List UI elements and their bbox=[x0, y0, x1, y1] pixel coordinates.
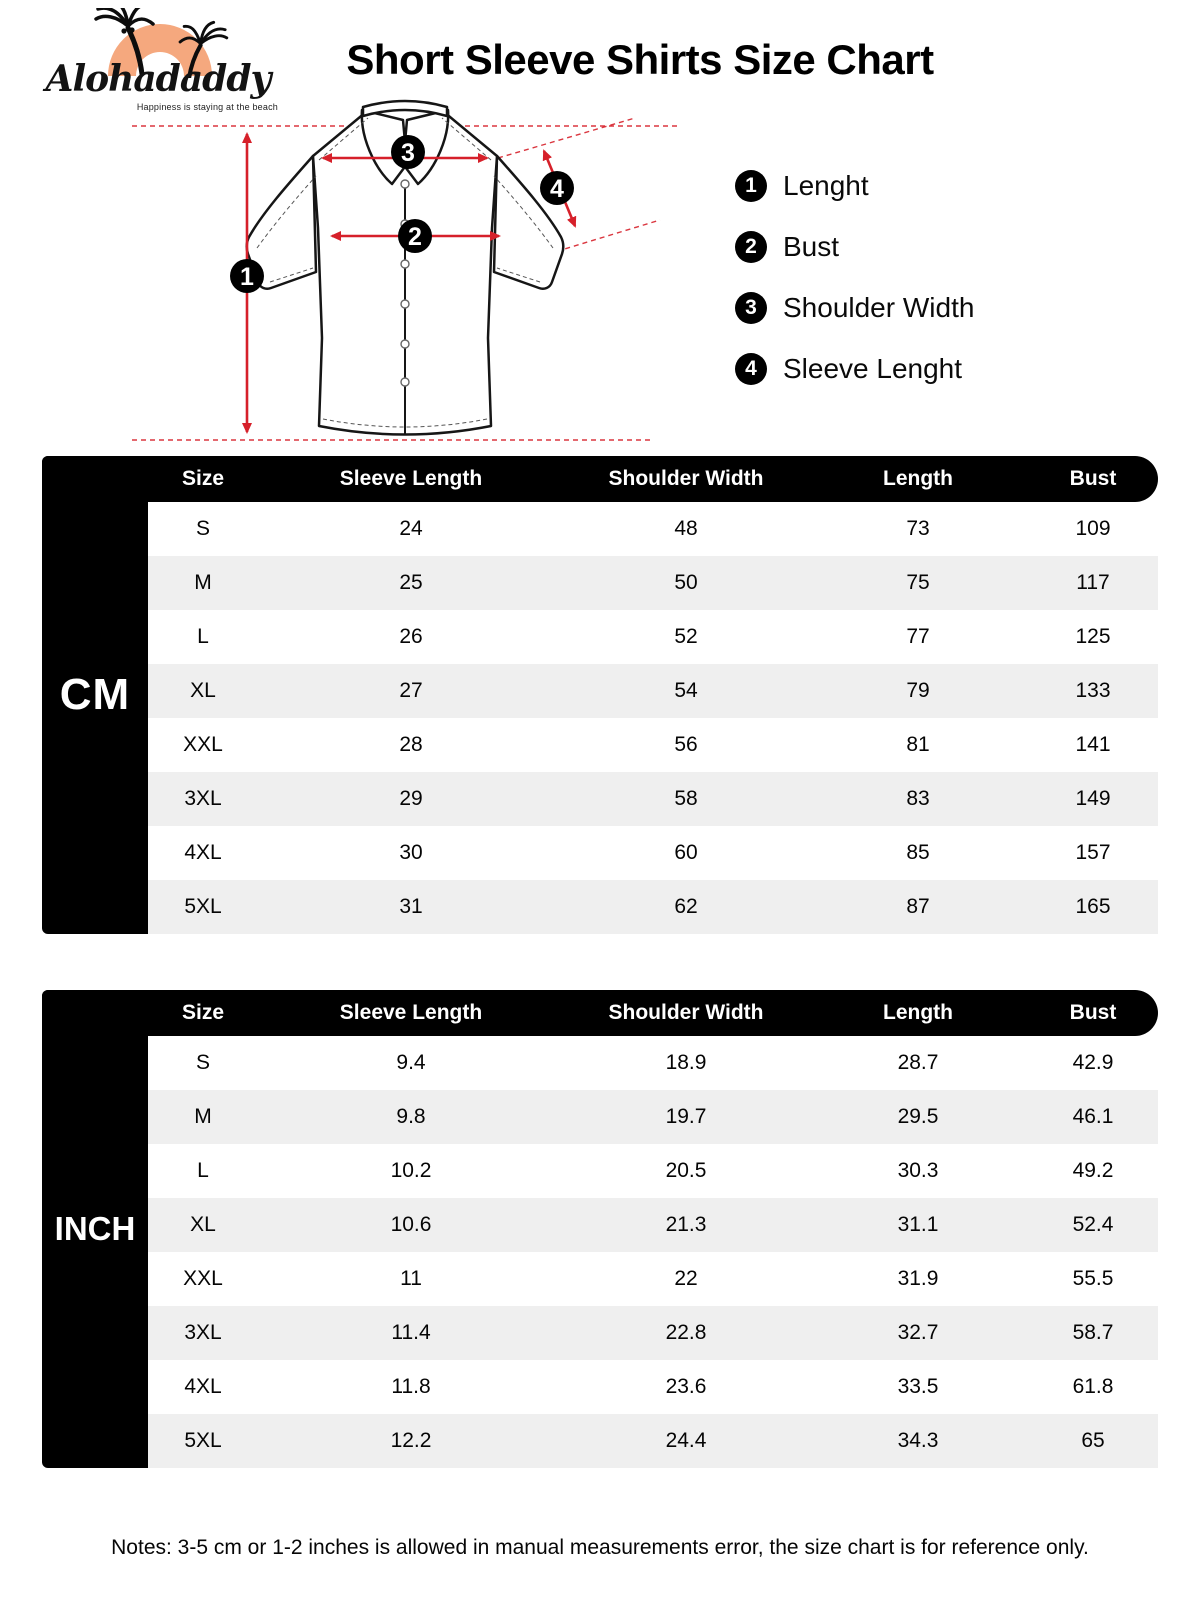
size-cell: L bbox=[197, 625, 209, 648]
value-cell: 24.4 bbox=[665, 1429, 707, 1452]
shirt-diagram-svg bbox=[120, 88, 780, 456]
table-row bbox=[148, 556, 1158, 610]
value-cell: 125 bbox=[1075, 625, 1111, 648]
table-row bbox=[148, 664, 1158, 718]
badge-3: 3 bbox=[401, 139, 415, 167]
value-cell: 32.7 bbox=[897, 1321, 939, 1344]
value-cell: 11 bbox=[400, 1267, 422, 1290]
measurement-legend bbox=[735, 170, 974, 414]
size-cell: 5XL bbox=[184, 1429, 222, 1452]
size-cell: 3XL bbox=[184, 1321, 222, 1344]
value-cell: 42.9 bbox=[1072, 1051, 1114, 1074]
column-header-sleeve-length: Sleeve Length bbox=[339, 467, 483, 490]
value-cell: 10.6 bbox=[390, 1213, 432, 1236]
value-cell: 28 bbox=[399, 733, 423, 756]
size-cell: L bbox=[197, 1159, 209, 1182]
legend-item-bust bbox=[735, 231, 974, 263]
value-cell: 9.4 bbox=[396, 1051, 426, 1074]
table-row bbox=[148, 1090, 1158, 1144]
value-cell: 22.8 bbox=[665, 1321, 707, 1344]
legend-label: Shoulder Width bbox=[783, 292, 975, 323]
legend-badge-2: 2 bbox=[735, 231, 767, 263]
page-title: Short Sleeve Shirts Size Chart bbox=[346, 36, 934, 83]
value-cell: 12.2 bbox=[390, 1429, 432, 1452]
value-cell: 27 bbox=[399, 679, 423, 702]
shirt-measurement-diagram bbox=[120, 88, 780, 456]
value-cell: 52 bbox=[674, 625, 698, 648]
value-cell: 9.8 bbox=[396, 1105, 426, 1128]
column-header-bust: Bust bbox=[1069, 1001, 1117, 1024]
value-cell: 83 bbox=[906, 787, 930, 810]
value-cell: 77 bbox=[906, 625, 930, 648]
value-cell: 65 bbox=[1081, 1429, 1105, 1452]
value-cell: 48 bbox=[674, 517, 698, 540]
value-cell: 30.3 bbox=[897, 1159, 939, 1182]
table-header-inch bbox=[42, 990, 1158, 1036]
size-cell: 4XL bbox=[184, 841, 222, 864]
value-cell: 117 bbox=[1076, 571, 1110, 594]
value-cell: 60 bbox=[674, 841, 698, 864]
value-cell: 29 bbox=[399, 787, 423, 810]
column-header-size: Size bbox=[181, 1001, 225, 1024]
value-cell: 31 bbox=[399, 895, 423, 918]
value-cell: 26 bbox=[399, 625, 423, 648]
value-cell: 58 bbox=[674, 787, 698, 810]
value-cell: 11.4 bbox=[391, 1321, 431, 1344]
column-header-shoulder-width: Shoulder Width bbox=[608, 1001, 764, 1024]
legend-badge-3: 3 bbox=[735, 292, 767, 324]
legend-label: Bust bbox=[783, 231, 840, 262]
size-cell: XXL bbox=[183, 733, 223, 756]
brand-tagline: Happiness is staying at the beach bbox=[136, 102, 278, 112]
size-cell: 3XL bbox=[184, 787, 222, 810]
badge-4: 4 bbox=[550, 175, 564, 203]
value-cell: 31.1 bbox=[897, 1213, 939, 1236]
legend-badge-4: 4 bbox=[735, 353, 767, 385]
value-cell: 87 bbox=[906, 895, 930, 918]
value-cell: 30 bbox=[399, 841, 423, 864]
legend-badge-1: 1 bbox=[735, 170, 767, 202]
value-cell: 10.2 bbox=[390, 1159, 432, 1182]
table-body-cm bbox=[148, 502, 1158, 934]
value-cell: 22 bbox=[674, 1267, 698, 1290]
value-cell: 34.3 bbox=[897, 1429, 939, 1452]
value-cell: 25 bbox=[399, 571, 423, 594]
table-row bbox=[148, 1360, 1158, 1414]
table-row bbox=[148, 610, 1158, 664]
unit-label-cm: CM bbox=[42, 456, 148, 934]
table-row bbox=[148, 1198, 1158, 1252]
legend-label: Sleeve Lenght bbox=[783, 353, 963, 384]
legend-item-sleeve-length bbox=[735, 353, 974, 385]
legend-item-shoulder-width bbox=[735, 292, 974, 324]
legend-label: Lenght bbox=[783, 170, 869, 201]
value-cell: 23.6 bbox=[665, 1375, 707, 1398]
value-cell: 141 bbox=[1075, 733, 1111, 756]
column-header-shoulder-width: Shoulder Width bbox=[608, 467, 764, 490]
column-header-length: Length bbox=[883, 1001, 953, 1024]
brand-name: Alohadaddy bbox=[45, 58, 271, 100]
value-cell: 58.7 bbox=[1072, 1321, 1114, 1344]
value-cell: 62 bbox=[674, 895, 698, 918]
value-cell: 31.9 bbox=[897, 1267, 939, 1290]
value-cell: 28.7 bbox=[897, 1051, 939, 1074]
value-cell: 21.3 bbox=[665, 1213, 707, 1236]
column-header-sleeve-length: Sleeve Length bbox=[339, 1001, 483, 1024]
size-cell: M bbox=[194, 1105, 212, 1128]
table-row bbox=[148, 1036, 1158, 1090]
value-cell: 19.7 bbox=[665, 1105, 707, 1128]
value-cell: 81 bbox=[906, 733, 930, 756]
value-cell: 11.8 bbox=[391, 1375, 431, 1398]
value-cell: 18.9 bbox=[665, 1051, 707, 1074]
table-row bbox=[148, 718, 1158, 772]
value-cell: 29.5 bbox=[897, 1105, 939, 1128]
column-header-bust: Bust bbox=[1069, 467, 1117, 490]
value-cell: 50 bbox=[674, 571, 698, 594]
value-cell: 157 bbox=[1075, 841, 1111, 864]
value-cell: 85 bbox=[906, 841, 930, 864]
value-cell: 55.5 bbox=[1072, 1267, 1114, 1290]
size-cell: XL bbox=[190, 1213, 216, 1236]
value-cell: 20.5 bbox=[665, 1159, 707, 1182]
unit-label-inch: INCH bbox=[42, 990, 148, 1468]
value-cell: 49.2 bbox=[1072, 1159, 1114, 1182]
value-cell: 24 bbox=[399, 517, 423, 540]
legend-item-length bbox=[735, 170, 974, 202]
table-header-cm bbox=[42, 456, 1158, 502]
table-row bbox=[148, 772, 1158, 826]
table-row bbox=[148, 502, 1158, 556]
value-cell: 52.4 bbox=[1072, 1213, 1114, 1236]
value-cell: 165 bbox=[1075, 895, 1111, 918]
value-cell: 73 bbox=[906, 517, 930, 540]
value-cell: 46.1 bbox=[1072, 1105, 1114, 1128]
value-cell: 33.5 bbox=[897, 1375, 939, 1398]
size-table-inch bbox=[42, 990, 1158, 1468]
size-cell: S bbox=[195, 517, 210, 540]
notes-text: Notes: 3-5 cm or 1-2 inches is allowed in manual measurements error, the size chart is for reference only. bbox=[111, 1536, 1089, 1559]
value-cell: 133 bbox=[1075, 679, 1111, 702]
size-cell: M bbox=[194, 571, 212, 594]
table-row bbox=[148, 1414, 1158, 1468]
badge-1: 1 bbox=[240, 263, 254, 291]
table-body-inch bbox=[148, 1036, 1158, 1468]
size-cell: XXL bbox=[183, 1267, 223, 1290]
value-cell: 75 bbox=[906, 571, 930, 594]
sleeve-guide-top bbox=[498, 118, 635, 158]
table-row bbox=[148, 1252, 1158, 1306]
size-cell: S bbox=[195, 1051, 210, 1074]
column-header-length: Length bbox=[883, 467, 953, 490]
value-cell: 149 bbox=[1075, 787, 1111, 810]
value-cell: 54 bbox=[674, 679, 698, 702]
badge-2: 2 bbox=[408, 223, 422, 251]
table-row bbox=[148, 1144, 1158, 1198]
sleeve-guide-bottom bbox=[548, 220, 660, 254]
size-cell: 5XL bbox=[184, 895, 222, 918]
column-header-size: Size bbox=[181, 467, 225, 490]
table-row bbox=[148, 880, 1158, 934]
table-row bbox=[148, 826, 1158, 880]
value-cell: 109 bbox=[1075, 517, 1111, 540]
value-cell: 79 bbox=[906, 679, 930, 702]
value-cell: 61.8 bbox=[1072, 1375, 1114, 1398]
value-cell: 56 bbox=[674, 733, 698, 756]
size-table-cm bbox=[42, 456, 1158, 934]
size-cell: XL bbox=[190, 679, 216, 702]
size-cell: 4XL bbox=[184, 1375, 222, 1398]
table-row bbox=[148, 1306, 1158, 1360]
